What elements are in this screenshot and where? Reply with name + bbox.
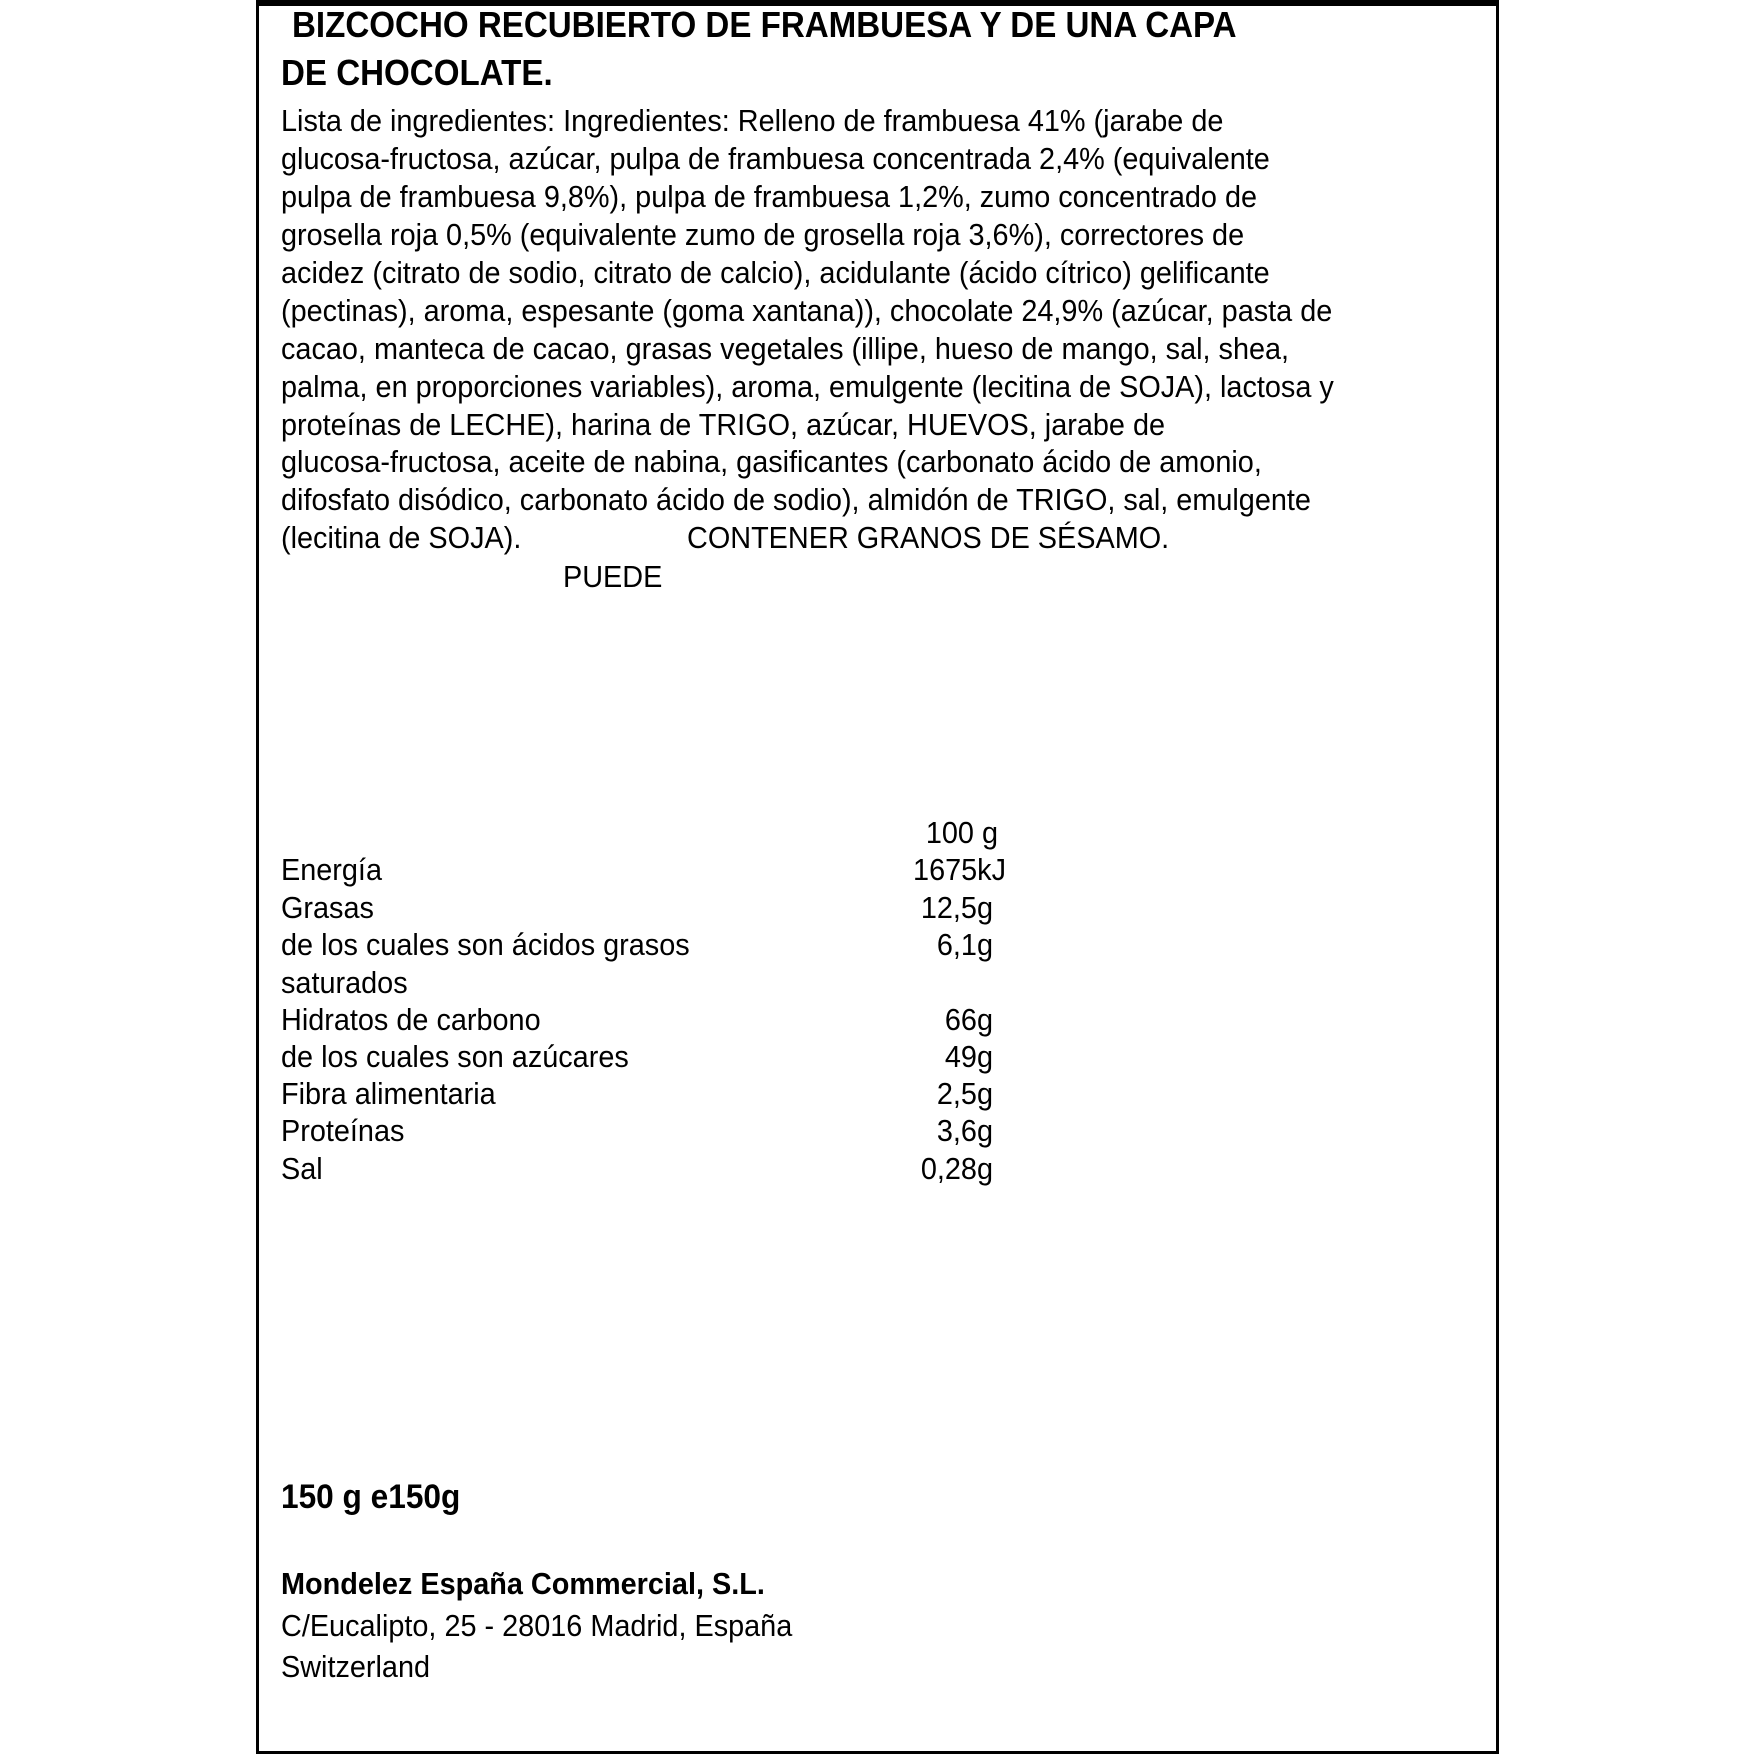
ingredients-line: difosfato disódico, carbonato ácido de sodio), almidón de TRIGO, sal, emulgente [281, 482, 1311, 517]
net-weight: 150 g e150g [281, 1478, 461, 1516]
nutrition-value: 1675kJ [913, 852, 1006, 887]
nutrition-value: 0,28g [920, 1151, 993, 1186]
company-address: C/Eucalipto, 25 - 28016 Madrid, España [281, 1608, 793, 1643]
product-title-line-2: DE CHOCOLATE. [281, 52, 553, 93]
nutrition-value: 12,5g [920, 890, 993, 925]
ingredients-line: pulpa de frambuesa 9,8%), pulpa de frambuesa 1,2%, zumo concentrado de [281, 179, 1258, 214]
ingredients-line: (lecitina de SOJA). [281, 520, 522, 555]
ingredients-line: glucosa-fructosa, aceite de nabina, gasificantes (carbonato ácido de amonio, [281, 444, 1262, 479]
nutrition-value: 66g [944, 1002, 993, 1037]
nutrition-label: de los cuales son ácidos grasos [281, 927, 690, 962]
nutrition-label: Hidratos de carbono [281, 1002, 541, 1037]
allergen-warning: CONTENER GRANOS DE SÉSAMO. [687, 520, 1170, 555]
nutrition-label: Fibra alimentaria [281, 1076, 496, 1111]
nutrition-label: Sal [281, 1151, 323, 1186]
allergen-warning-may: PUEDE [563, 559, 663, 594]
nutrition-label-cont: saturados [281, 965, 408, 1000]
nutrition-value: 6,1g [936, 927, 993, 962]
nutrition-label: de los cuales son azúcares [281, 1039, 629, 1074]
company-name: Mondelez España Commercial, S.L. [281, 1566, 765, 1601]
product-title-line-1: BIZCOCHO RECUBIERTO DE FRAMBUESA Y DE UNA CAPA [292, 4, 1237, 45]
ingredients-line: grosella roja 0,5% (equivalente zumo de grosella roja 3,6%), correctores de [281, 217, 1245, 252]
nutrition-label: Energía [281, 852, 382, 887]
nutrition-value: 2,5g [936, 1076, 993, 1111]
nutrition-label: Proteínas [281, 1113, 405, 1148]
nutrition-value: 49g [944, 1039, 993, 1074]
nutrition-value: 3,6g [936, 1113, 993, 1148]
ingredients-line: proteínas de LECHE), harina de TRIGO, azúcar, HUEVOS, jarabe de [281, 407, 1166, 442]
ingredients-line: (pectinas), aroma, espesante (goma xantana)), chocolate 24,9% (azúcar, pasta de [281, 293, 1333, 328]
nutrition-label: Grasas [281, 890, 374, 925]
ingredients-line: palma, en proporciones variables), aroma, emulgente (lecitina de SOJA), lactosa y [281, 369, 1334, 404]
ingredients-line: cacao, manteca de cacao, grasas vegetales (illipe, hueso de mango, sal, shea, [281, 331, 1290, 366]
company-country: Switzerland [281, 1649, 431, 1684]
ingredients-line: Lista de ingredientes: Ingredientes: Relleno de frambuesa 41% (jarabe de [281, 103, 1224, 138]
ingredients-line: acidez (citrato de sodio, citrato de calcio), acidulante (ácido cítrico) gelificante [281, 255, 1270, 290]
nutrition-header: 100 g [925, 815, 998, 850]
ingredients-line: glucosa-fructosa, azúcar, pulpa de frambuesa concentrada 2,4% (equivalente [281, 141, 1270, 176]
